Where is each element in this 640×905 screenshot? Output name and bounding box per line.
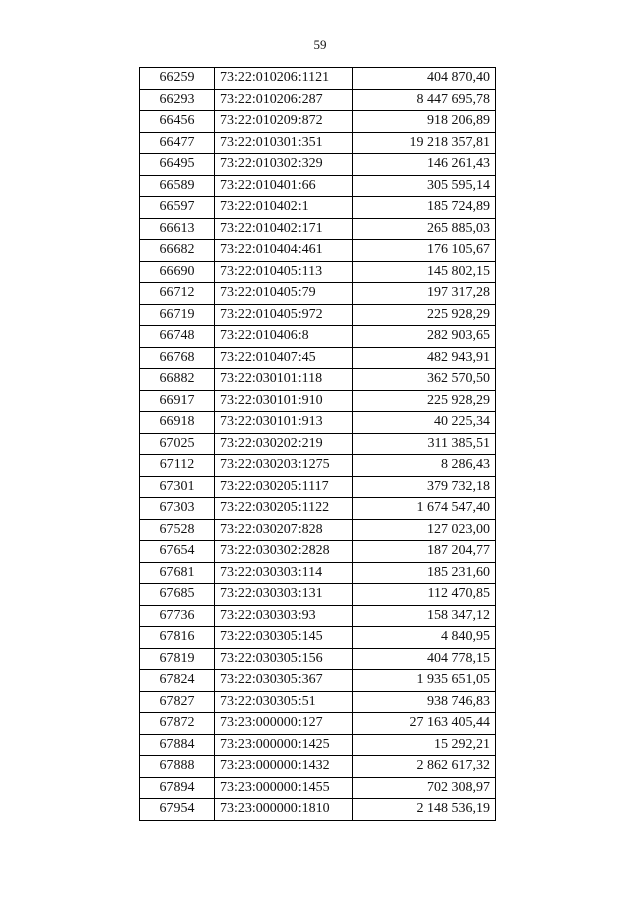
value-cell: 2 862 617,32	[353, 756, 496, 778]
table-row	[140, 304, 496, 326]
row-number-cell: 67654	[140, 541, 215, 563]
row-number-cell: 66690	[140, 261, 215, 283]
row-number-cell: 67894	[140, 777, 215, 799]
cadastral-number-cell: 73:22:030207:828	[215, 519, 353, 541]
cadastral-number-cell: 73:22:030205:1117	[215, 476, 353, 498]
table-row	[140, 605, 496, 627]
cadastral-number-cell: 73:22:030101:118	[215, 369, 353, 391]
row-number-cell: 66768	[140, 347, 215, 369]
table-row	[140, 132, 496, 154]
row-number-cell: 66917	[140, 390, 215, 412]
cadastral-number-cell: 73:22:030305:367	[215, 670, 353, 692]
cadastral-number-cell: 73:22:010206:1121	[215, 68, 353, 90]
value-cell: 404 870,40	[353, 68, 496, 90]
table-row	[140, 154, 496, 176]
value-cell: 265 885,03	[353, 218, 496, 240]
table-row	[140, 197, 496, 219]
table-row	[140, 498, 496, 520]
cadastral-number-cell: 73:22:010302:329	[215, 154, 353, 176]
cadastral-number-cell: 73:22:010402:171	[215, 218, 353, 240]
cadastral-number-cell: 73:22:030303:131	[215, 584, 353, 606]
row-number-cell: 66712	[140, 283, 215, 305]
table-row	[140, 111, 496, 133]
row-number-cell: 67112	[140, 455, 215, 477]
table-row	[140, 777, 496, 799]
row-number-cell: 67819	[140, 648, 215, 670]
page-number: 59	[313, 37, 327, 52]
table-row	[140, 89, 496, 111]
table-row	[140, 584, 496, 606]
value-cell: 225 928,29	[353, 390, 496, 412]
cadastral-number-cell: 73:23:000000:1455	[215, 777, 353, 799]
row-number-cell: 67884	[140, 734, 215, 756]
row-number-cell: 66597	[140, 197, 215, 219]
value-cell: 145 802,15	[353, 261, 496, 283]
table-row	[140, 756, 496, 778]
table-row	[140, 390, 496, 412]
table-row	[140, 326, 496, 348]
table-row	[140, 648, 496, 670]
value-cell: 146 261,43	[353, 154, 496, 176]
value-cell: 112 470,85	[353, 584, 496, 606]
value-cell: 938 746,83	[353, 691, 496, 713]
value-cell: 1 674 547,40	[353, 498, 496, 520]
value-cell: 187 204,77	[353, 541, 496, 563]
table-row	[140, 218, 496, 240]
value-cell: 225 928,29	[353, 304, 496, 326]
value-cell: 311 385,51	[353, 433, 496, 455]
row-number-cell: 66293	[140, 89, 215, 111]
value-cell: 8 286,43	[353, 455, 496, 477]
row-number-cell: 66613	[140, 218, 215, 240]
value-cell: 404 778,15	[353, 648, 496, 670]
row-number-cell: 66918	[140, 412, 215, 434]
cadastral-number-cell: 73:23:000000:1425	[215, 734, 353, 756]
table-row	[140, 433, 496, 455]
row-number-cell: 66682	[140, 240, 215, 262]
value-cell: 197 317,28	[353, 283, 496, 305]
table-row	[140, 240, 496, 262]
row-number-cell: 67528	[140, 519, 215, 541]
cadastral-number-cell: 73:22:010404:461	[215, 240, 353, 262]
value-cell: 1 935 651,05	[353, 670, 496, 692]
value-cell: 127 023,00	[353, 519, 496, 541]
cadastral-number-cell: 73:22:010406:8	[215, 326, 353, 348]
row-number-cell: 67301	[140, 476, 215, 498]
cadastral-number-cell: 73:22:010401:66	[215, 175, 353, 197]
cadastral-value-table	[139, 67, 496, 821]
value-cell: 305 595,14	[353, 175, 496, 197]
row-number-cell: 66495	[140, 154, 215, 176]
table-row	[140, 455, 496, 477]
table-row	[140, 519, 496, 541]
cadastral-number-cell: 73:22:010301:351	[215, 132, 353, 154]
table-body	[140, 68, 496, 821]
table-row	[140, 175, 496, 197]
cadastral-number-cell: 73:22:030202:219	[215, 433, 353, 455]
table-row	[140, 541, 496, 563]
cadastral-number-cell: 73:22:030305:145	[215, 627, 353, 649]
row-number-cell: 67888	[140, 756, 215, 778]
cadastral-number-cell: 73:23:000000:1810	[215, 799, 353, 821]
value-cell: 918 206,89	[353, 111, 496, 133]
value-cell: 702 308,97	[353, 777, 496, 799]
cadastral-number-cell: 73:23:000000:127	[215, 713, 353, 735]
cadastral-number-cell: 73:22:030303:93	[215, 605, 353, 627]
table-row	[140, 347, 496, 369]
row-number-cell: 67872	[140, 713, 215, 735]
value-cell: 2 148 536,19	[353, 799, 496, 821]
table-row	[140, 283, 496, 305]
cadastral-number-cell: 73:22:030101:910	[215, 390, 353, 412]
table-row	[140, 691, 496, 713]
cadastral-number-cell: 73:22:010405:113	[215, 261, 353, 283]
table-row	[140, 562, 496, 584]
row-number-cell: 67685	[140, 584, 215, 606]
row-number-cell: 66477	[140, 132, 215, 154]
value-cell: 158 347,12	[353, 605, 496, 627]
table-row	[140, 627, 496, 649]
table-row	[140, 476, 496, 498]
row-number-cell: 66748	[140, 326, 215, 348]
row-number-cell: 67025	[140, 433, 215, 455]
row-number-cell: 67824	[140, 670, 215, 692]
row-number-cell: 67681	[140, 562, 215, 584]
cadastral-number-cell: 73:22:030305:51	[215, 691, 353, 713]
row-number-cell: 66456	[140, 111, 215, 133]
cadastral-number-cell: 73:22:010405:79	[215, 283, 353, 305]
row-number-cell: 66719	[140, 304, 215, 326]
table-row	[140, 713, 496, 735]
value-cell: 185 231,60	[353, 562, 496, 584]
row-number-cell: 67736	[140, 605, 215, 627]
table-row	[140, 670, 496, 692]
table-row	[140, 734, 496, 756]
cadastral-number-cell: 73:22:010407:45	[215, 347, 353, 369]
value-cell: 282 903,65	[353, 326, 496, 348]
row-number-cell: 67816	[140, 627, 215, 649]
value-cell: 482 943,91	[353, 347, 496, 369]
cadastral-number-cell: 73:22:030203:1275	[215, 455, 353, 477]
value-cell: 8 447 695,78	[353, 89, 496, 111]
cadastral-number-cell: 73:22:010405:972	[215, 304, 353, 326]
row-number-cell: 67827	[140, 691, 215, 713]
cadastral-number-cell: 73:22:010209:872	[215, 111, 353, 133]
value-cell: 4 840,95	[353, 627, 496, 649]
cadastral-number-cell: 73:22:030302:2828	[215, 541, 353, 563]
value-cell: 15 292,21	[353, 734, 496, 756]
cadastral-number-cell: 73:22:030205:1122	[215, 498, 353, 520]
row-number-cell: 66882	[140, 369, 215, 391]
cadastral-number-cell: 73:22:030101:913	[215, 412, 353, 434]
table-row	[140, 369, 496, 391]
value-cell: 19 218 357,81	[353, 132, 496, 154]
row-number-cell: 66259	[140, 68, 215, 90]
cadastral-number-cell: 73:22:010402:1	[215, 197, 353, 219]
value-cell: 379 732,18	[353, 476, 496, 498]
cadastral-number-cell: 73:23:000000:1432	[215, 756, 353, 778]
row-number-cell: 66589	[140, 175, 215, 197]
table-row	[140, 68, 496, 90]
table-row	[140, 799, 496, 821]
row-number-cell: 67954	[140, 799, 215, 821]
table-row	[140, 261, 496, 283]
table-row	[140, 412, 496, 434]
value-cell: 27 163 405,44	[353, 713, 496, 735]
cadastral-number-cell: 73:22:030303:114	[215, 562, 353, 584]
row-number-cell: 67303	[140, 498, 215, 520]
value-cell: 40 225,34	[353, 412, 496, 434]
cadastral-number-cell: 73:22:030305:156	[215, 648, 353, 670]
cadastral-number-cell: 73:22:010206:287	[215, 89, 353, 111]
value-cell: 362 570,50	[353, 369, 496, 391]
value-cell: 176 105,67	[353, 240, 496, 262]
value-cell: 185 724,89	[353, 197, 496, 219]
